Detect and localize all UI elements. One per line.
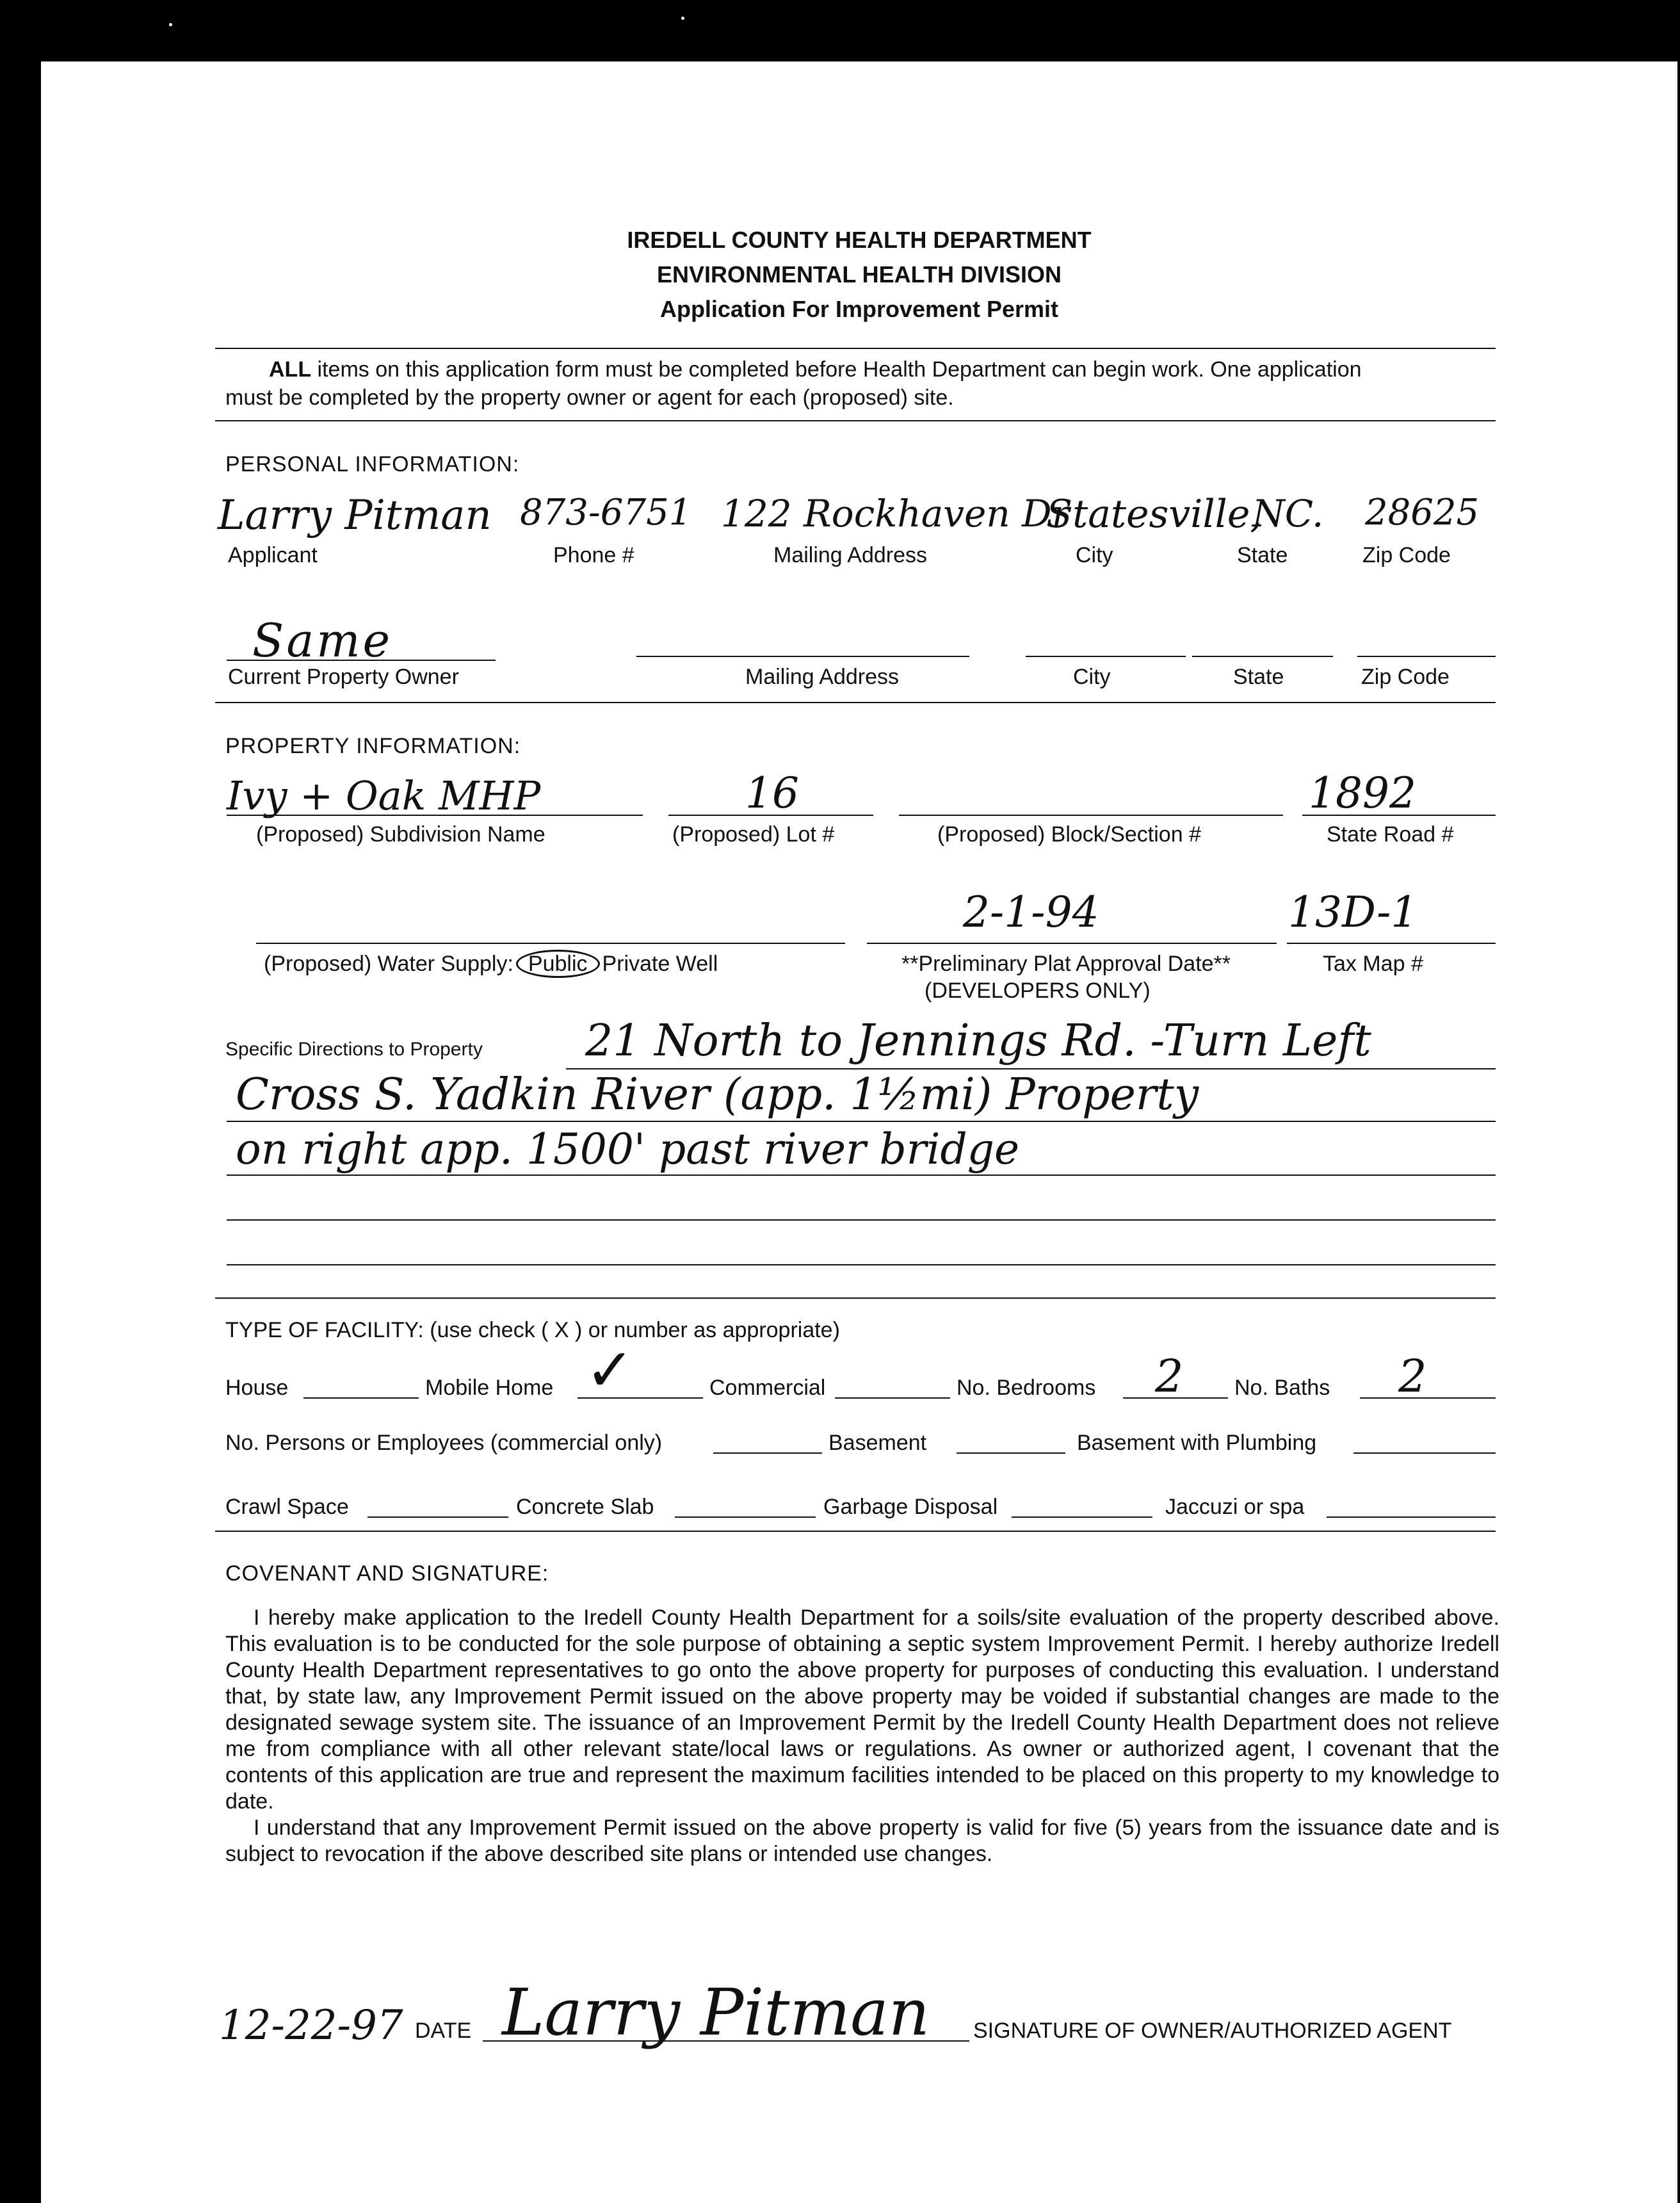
covenant-text [225, 1605, 1499, 1867]
intro-line-2: must be completed by the property owner or agent for each (proposed) site. [225, 386, 954, 410]
house-line [303, 1397, 419, 1399]
subdivision-line [227, 815, 643, 816]
signature-label: SIGNATURE OF OWNER/AUTHORIZED AGENT [973, 2019, 1452, 2043]
mobile-home-label: Mobile Home [425, 1376, 554, 1400]
covenant-paragraph-1: I hereby make application to the Iredell County Health Department for a soils/site evaluation of the property described above. This evaluation is to be conducted for the sole purpose of obtaining a septic system Improvement Permit. I hereby authorize Iredell County Health Department representatives to go onto the above property for purposes of conducting this evaluation. I understand that, by state law, any Improvement Permit issued on the above property may be voided if substantial changes are made to the designated sewage system site. The issuance of an Improvement Permit by the Iredell County Health Department does not relieve me from compliance with all other relevant state/local laws or regulations. As owner or authorized agent, I covenant that the contents of this application are true and represent the maximum facilities intended to be placed on this property to my knowledge to date. [225, 1606, 1499, 1814]
water-supply-line [256, 943, 845, 944]
plat-date-value: 2-1-94 [963, 888, 1099, 937]
intro-line-1: ALL items on this application form must be completed before Health Department can begin work. One application [269, 357, 1362, 382]
owner-zip-line [1357, 656, 1496, 657]
zip-code-label: Zip Code [1362, 543, 1451, 567]
signed-date-value: 12-22-97 [219, 2002, 403, 2049]
state-value: NC. [1252, 492, 1324, 535]
personal-info-heading: PERSONAL INFORMATION: [225, 452, 520, 476]
block-label: (Proposed) Block/Section # [937, 822, 1201, 847]
tax-map-value: 13D-1 [1288, 888, 1418, 937]
plat-date-label: **Preliminary Plat Approval Date** [901, 952, 1231, 976]
lot-label: (Proposed) Lot # [672, 822, 835, 847]
directions-label: Specific Directions to Property [225, 1039, 483, 1060]
divider [215, 420, 1496, 421]
basement-plumbing-label: Basement with Plumbing [1077, 1431, 1317, 1455]
applicant-value: Larry Pitman [218, 492, 492, 539]
lot-value: 16 [745, 768, 799, 818]
property-info-heading: PROPERTY INFORMATION: [225, 734, 521, 758]
owner-line [227, 660, 496, 661]
water-private-option: Private Well [602, 952, 718, 976]
owner-mailing-line [636, 656, 969, 657]
divider [215, 1531, 1496, 1532]
house-label: House [225, 1376, 289, 1400]
city-value: Statesville, [1046, 492, 1263, 537]
facility-heading: TYPE OF FACILITY: (use check ( X ) or number as appropriate) [225, 1318, 840, 1342]
commercial-line [835, 1397, 950, 1399]
mobile-home-check: ✓ [585, 1336, 635, 1404]
bedrooms-label: No. Bedrooms [957, 1376, 1096, 1400]
divider [215, 702, 1496, 703]
form-page [41, 61, 1677, 2203]
header-department: IREDELL COUNTY HEALTH DEPARTMENT [627, 227, 1092, 253]
directions-underline [227, 1121, 1496, 1122]
signature-line [483, 2040, 969, 2042]
directions-underline [227, 1219, 1496, 1221]
covenant-paragraph-2: I understand that any Improvement Permit issued on the above property is valid for five (5) years from the issuance date and is subject to revocation if the above described site plans or intended use changes. [225, 1816, 1499, 1866]
state-road-label: State Road # [1327, 822, 1454, 847]
subdivision-value: Ivy + Oak MHP [227, 772, 541, 819]
owner-value: Same [252, 614, 393, 667]
applicant-label: Applicant [228, 543, 318, 567]
header-form-title: Application For Improvement Permit [659, 296, 1059, 322]
mailing-address-label: Mailing Address [773, 543, 928, 567]
subdivision-label: (Proposed) Subdivision Name [256, 822, 545, 847]
water-supply-label: (Proposed) Water Supply: Public Private Well [264, 952, 718, 977]
phone-label: Phone # [553, 543, 634, 567]
phone-value: 873-6751 [520, 492, 692, 533]
baths-value: 2 [1398, 1350, 1427, 1402]
persons-line [713, 1452, 822, 1454]
baths-line [1360, 1397, 1496, 1399]
block-line [899, 815, 1283, 816]
owner-zip-label: Zip Code [1361, 665, 1450, 689]
bedrooms-line [1123, 1397, 1228, 1399]
basement-label: Basement [828, 1431, 927, 1455]
basement-line [957, 1452, 1065, 1454]
state-road-value: 1892 [1309, 768, 1416, 818]
persons-label: No. Persons or Employees (commercial only) [225, 1431, 663, 1455]
state-label: State [1237, 543, 1288, 567]
owner-state-line [1192, 656, 1333, 657]
owner-city-label: City [1073, 665, 1111, 689]
directions-line-2: Cross S. Yadkin River (app. 1½mi) Property [236, 1069, 1199, 1120]
header-division: ENVIRONMENTAL HEALTH DIVISION [656, 261, 1062, 288]
concrete-slab-line [675, 1516, 816, 1518]
date-label: DATE [415, 2019, 472, 2043]
tax-map-label: Tax Map # [1323, 952, 1423, 976]
directions-underline [227, 1175, 1496, 1176]
state-road-line [1302, 815, 1496, 816]
plat-date-line [867, 943, 1277, 944]
jacuzzi-label: Jaccuzi or spa [1165, 1495, 1305, 1519]
scan-speck [681, 17, 684, 20]
tax-map-line [1287, 943, 1496, 944]
signature: Larry Pitman [502, 1975, 930, 2050]
divider [215, 348, 1496, 349]
lot-line [668, 815, 873, 816]
owner-state-label: State [1233, 665, 1284, 689]
basement-plumbing-line [1353, 1452, 1496, 1454]
directions-line-1: 21 North to Jennings Rd. -Turn Left [585, 1016, 1371, 1066]
developers-only-note: (DEVELOPERS ONLY) [925, 979, 1151, 1003]
concrete-slab-label: Concrete Slab [516, 1495, 654, 1519]
owner-label: Current Property Owner [228, 665, 459, 689]
baths-label: No. Baths [1234, 1376, 1330, 1400]
zip-value: 28625 [1365, 492, 1480, 533]
garbage-disposal-label: Garbage Disposal [823, 1495, 998, 1519]
covenant-heading: COVENANT AND SIGNATURE: [225, 1561, 549, 1586]
jacuzzi-line [1327, 1516, 1496, 1518]
mailing-value: 122 Rockhaven Dr [721, 492, 1070, 535]
divider [215, 1297, 1496, 1299]
water-public-option: Public [516, 950, 600, 978]
bedrooms-value: 2 [1155, 1350, 1184, 1402]
commercial-label: Commercial [709, 1376, 826, 1400]
city-label: City [1076, 543, 1113, 567]
scan-speck [169, 23, 172, 26]
directions-underline [227, 1264, 1496, 1265]
mobile-home-line [578, 1397, 703, 1399]
owner-city-line [1026, 656, 1186, 657]
crawl-space-line [368, 1516, 508, 1518]
garbage-disposal-line [1012, 1516, 1152, 1518]
directions-line-3: on right app. 1500' past river bridge [236, 1125, 1019, 1174]
crawl-space-label: Crawl Space [225, 1495, 349, 1519]
owner-mailing-label: Mailing Address [745, 665, 900, 689]
